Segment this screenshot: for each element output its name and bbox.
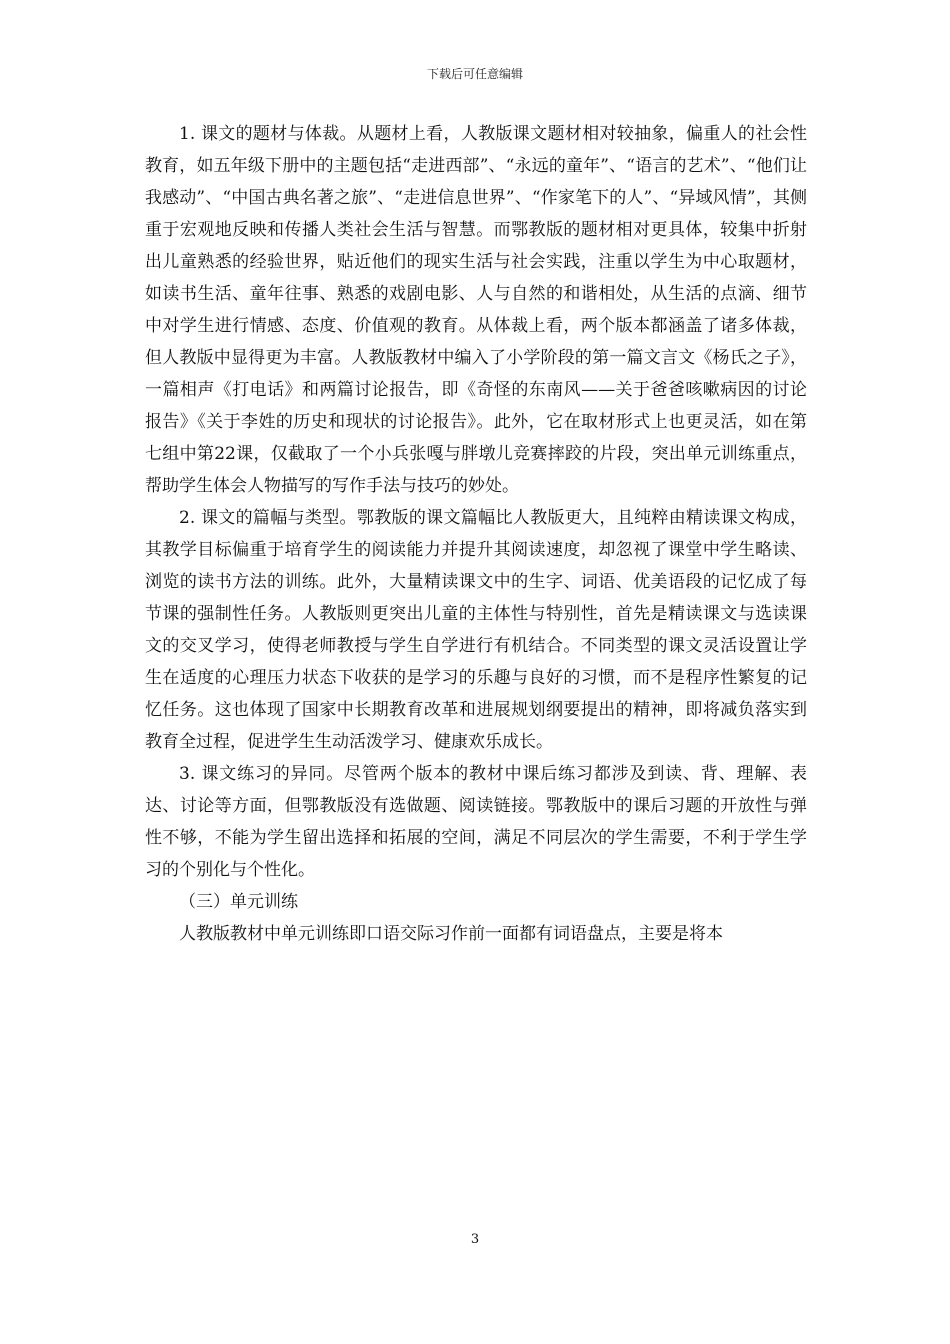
page-header: 下载后可任意编辑 xyxy=(426,67,523,81)
paragraph-2: 2. 课文的篇幅与类型。鄂教版的课文篇幅比人教版更大，且纯粹由精读课文构成，其教学目标偏重于培育学生的阅读能力并提升其阅读速度，却忽视了课堂中学生略读、浏览的读书方法的训练。此外，大量精读课文中的生字、词语、优美语段的记忆成了每节课的强制性任务。人教版则更突出儿童的主体性与特别性，首先是精读课文与选读课文的交叉学习，使得老师教授与学生自学进行有机结合。不同类型的课文灵活设置让学生在适度的心理压力状态下收获的是学习的乐趣与良好的习惯，而不是程序性繁复的记忆任务。这也体现了国家中长期教育改革和进展规划纲要提出的精神，即将减负落实到教育全过程，促进学生生动活泼学习、健康欢乐成长。 xyxy=(145,508,807,752)
paragraph-4: 人教版教材中单元训练即口语交际习作前一面都有词语盘点，主要是将本 xyxy=(179,924,723,944)
page-number: 3 xyxy=(470,1232,480,1247)
paragraph-1: 1. 课文的题材与体裁。从题材上看，人教版课文题材相对较抽象，偏重人的社会性教育，如五年级下册中的主题包括“走进西部”、“永远的童年”、“语言的艺术”、“他们让我感动”、“中国古典名著之旅”、“走进信息世界”、“作家笔下的人”、“异域风情”，其侧重于宏观地反映和传播人类社会生活与智慧。而鄂教版的题材相对更具体，较集中折射出儿童熟悉的经验世界，贴近他们的现实生活与社会实践，注重以学生为中心取题材，如读书生活、童年往事、熟悉的戏剧电影、人与自然的和谐相处，从生活的点滴、细节中对学生进行情感、态度、价值观的教育。从体裁上看，两个版本都涵盖了诸多体裁，但人教版中显得更为丰富。人教版教材中编入了小学阶段的第一篇文言文《杨氏之子》，一篇相声《打电话》和两篇讨论报告，即《奇怪的东南风——关于爸爸咳嗽病因的讨论报告》《关于李姓的历史和现状的讨论报告》。此外，它在取材形式上也更灵活，如在第七组中第22课，仅截取了一个小兵张嘎与胖墩儿竞赛摔跤的片段，突出单元训练重点，帮助学生体会人物描写的写作手法与技巧的妙处。 xyxy=(145,124,807,496)
document-body xyxy=(145,118,807,950)
paragraph-3: 3. 课文练习的异同。尽管两个版本的教材中课后练习都涉及到读、背、理解、表达、讨论等方面，但鄂教版没有选做题、阅读链接。鄂教版中的课后习题的开放性与弹性不够，不能为学生留出选择和拓展的空间，满足不同层次的学生需要，不利于学生学习的个别化与个性化。 xyxy=(145,764,807,880)
section-heading: （三）单元训练 xyxy=(179,892,298,912)
